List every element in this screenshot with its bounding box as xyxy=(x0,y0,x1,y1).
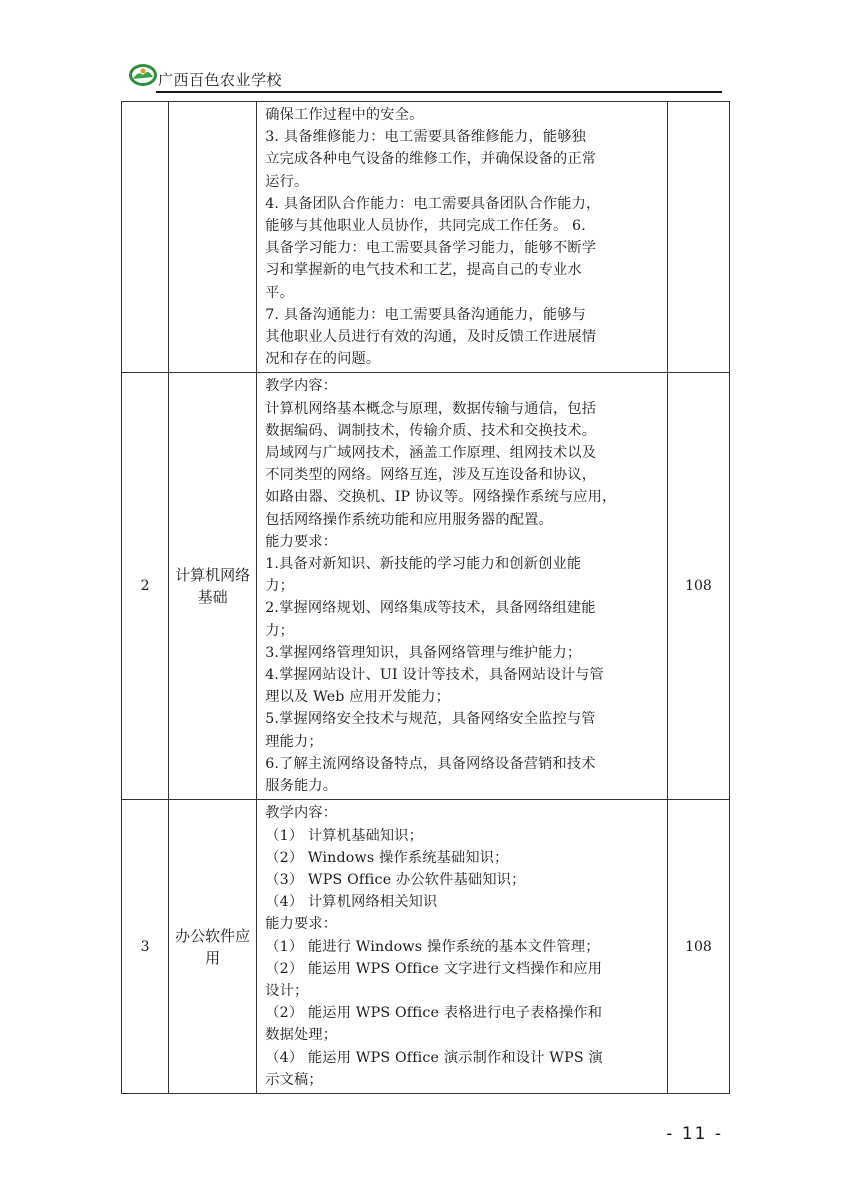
content-line: 能够与其他职业人员协作，共同完成工作任务。 6. xyxy=(265,218,586,235)
content-line: 设计； xyxy=(265,982,309,999)
content-line: 5.掌握网络安全技术与规范，具备网络安全监控与管 xyxy=(265,711,596,728)
content-line: 示文稿； xyxy=(265,1071,323,1088)
content-line: （2） Windows 操作系统基础知识； xyxy=(265,849,509,866)
content-line: 理能力； xyxy=(265,733,323,750)
content-line: 7. 具备沟通能力：电工需要具备沟通能力，能够与 xyxy=(265,306,586,323)
school-name: 广西百色农业学校 xyxy=(158,71,283,89)
content-line: （2） 能运用 WPS Office 文字进行文档操作和应用 xyxy=(265,960,603,977)
content-line: 3. 具备维修能力：电工需要具备维修能力，能够独 xyxy=(265,129,586,146)
content-line: 4.掌握网站设计、UI 设计等技术，具备网站设计与管 xyxy=(265,667,604,684)
page-header xyxy=(128,60,722,94)
course-table xyxy=(121,101,730,1094)
course-name-cell: 计算机网络基础 xyxy=(169,373,257,800)
content-line: 理以及 Web 应用开发能力； xyxy=(265,689,451,706)
content-line: （2） 能运用 WPS Office 表格进行电子表格操作和 xyxy=(265,1005,603,1022)
course-number-cell: 3 xyxy=(122,800,169,1094)
content-line: 运行。 xyxy=(265,173,309,190)
content-line: 立完成各种电气设备的维修工作，并确保设备的正常 xyxy=(265,151,597,168)
content-line: 服务能力。 xyxy=(265,778,338,795)
content-line: （3） WPS Office 办公软件基础知识； xyxy=(265,871,526,888)
content-line: 教学内容： xyxy=(265,805,338,822)
header-divider xyxy=(156,91,722,93)
course-number-cell xyxy=(122,102,169,373)
content-line: 局域网与广域网技术，涵盖工作原理、组网技术以及 xyxy=(265,445,597,462)
content-line: 4. 具备团队合作能力：电工需要具备团队合作能力， xyxy=(265,195,601,212)
content-line: 能力要求： xyxy=(265,916,338,933)
table-row xyxy=(122,102,730,373)
content-line: 力； xyxy=(265,578,294,595)
course-content-cell xyxy=(257,102,668,373)
content-line: 数据编码、调制技术，传输介质、技术和交换技术。 xyxy=(265,422,597,439)
table-row xyxy=(122,800,730,1094)
content-line: （1） 计算机基础知识； xyxy=(265,827,424,844)
course-name-cell xyxy=(169,102,257,373)
content-line: 况和存在的问题。 xyxy=(265,351,381,368)
course-hours-cell: 108 xyxy=(667,800,729,1094)
course-table-body xyxy=(122,102,730,1094)
school-logo-icon xyxy=(128,62,158,88)
page-number: - 11 - xyxy=(666,1124,723,1144)
content-line: 3.掌握网络管理知识，具备网络管理与维护能力； xyxy=(265,644,582,661)
content-line: 数据处理； xyxy=(265,1027,338,1044)
content-line: 其他职业人员进行有效的沟通，及时反馈工作进展情 xyxy=(265,329,597,346)
table-row xyxy=(122,373,730,800)
course-name-cell: 办公软件应用 xyxy=(169,800,257,1094)
content-line: 能力要求： xyxy=(265,533,338,550)
course-content-cell xyxy=(257,800,668,1094)
content-line: 计算机网络基本概念与原理，数据传输与通信，包括 xyxy=(265,400,597,417)
content-line: 包括网络操作系统功能和应用服务器的配置。 xyxy=(265,511,553,528)
content-line: 教学内容： xyxy=(265,378,338,395)
content-line: 力； xyxy=(265,622,294,639)
content-line: 1.具备对新知识、新技能的学习能力和创新创业能 xyxy=(265,556,582,573)
course-hours-cell: 108 xyxy=(667,373,729,800)
content-line: （4） 能运用 WPS Office 演示制作和设计 WPS 演 xyxy=(265,1049,603,1066)
content-line: 不同类型的网络。网络互连，涉及互连设备和协议， xyxy=(265,467,597,484)
course-hours-cell xyxy=(667,102,729,373)
content-line: 2.掌握网络规划、网络集成等技术，具备网络组建能 xyxy=(265,600,596,617)
content-line: 具备学习能力：电工需要具备学习能力，能够不断学 xyxy=(265,240,597,257)
content-line: 6.了解主流网络设备特点，具备网络设备营销和技术 xyxy=(265,755,596,772)
course-number-cell: 2 xyxy=(122,373,169,800)
content-line: （4） 计算机网络相关知识 xyxy=(265,894,438,911)
content-line: （1） 能进行 Windows 操作系统的基本文件管理； xyxy=(265,938,600,955)
content-line: 如路由器、交换机、IP 协议等。网络操作系统与应用， xyxy=(265,489,617,506)
content-line: 确保工作过程中的安全。 xyxy=(265,107,424,123)
course-content-cell xyxy=(257,373,668,800)
content-line: 习和掌握新的电气技术和工艺，提高自己的专业水 xyxy=(265,262,582,279)
content-line: 平。 xyxy=(265,284,294,301)
